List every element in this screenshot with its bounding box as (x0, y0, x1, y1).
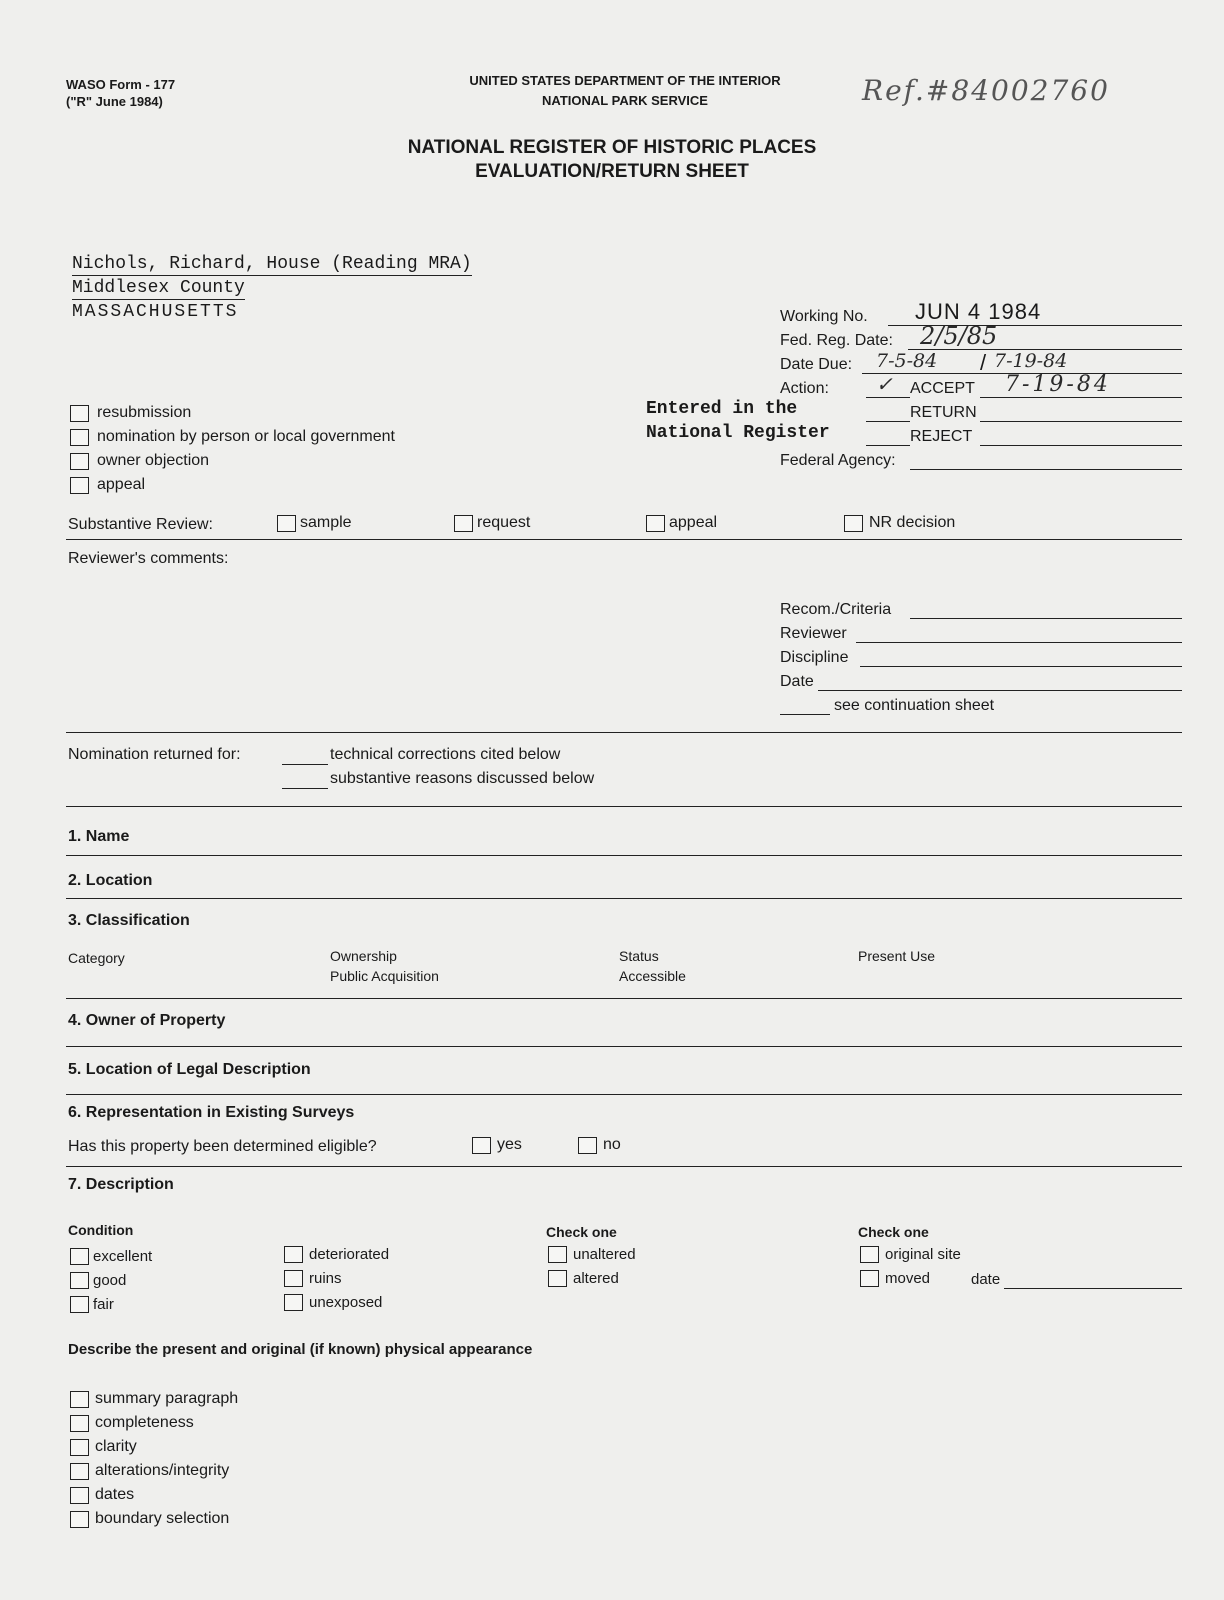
section-classification: 3. Classification (68, 912, 190, 929)
condition-good[interactable]: good (70, 1272, 126, 1289)
see-continuation-label: see continuation sheet (834, 697, 995, 714)
property-name: Nichols, Richard, House (Reading MRA) (72, 254, 472, 274)
checkbox[interactable] (472, 1137, 491, 1154)
review-sample[interactable]: sample (277, 514, 352, 532)
date-label: Date (780, 673, 814, 690)
fed-reg-date-value: 2/5/85 (920, 322, 998, 350)
checkbox[interactable] (284, 1246, 303, 1263)
eligible-yes[interactable]: yes (472, 1136, 522, 1154)
checkbox[interactable] (578, 1137, 597, 1154)
form-revision: ("R" June 1984) (66, 94, 163, 109)
checkbox[interactable] (70, 1248, 89, 1265)
service: NATIONAL PARK SERVICE (542, 93, 708, 108)
form-title-line1: NATIONAL REGISTER OF HISTORIC PLACES (407, 137, 817, 158)
checkbox[interactable] (70, 429, 89, 446)
reject-label: REJECT (910, 428, 973, 445)
substantive-review-label: Substantive Review: (68, 516, 213, 533)
check-moved[interactable]: moved (860, 1270, 930, 1287)
federal-agency-label: Federal Agency: (780, 452, 896, 469)
section-description: 7. Description (68, 1176, 174, 1193)
action-label: Action: (780, 380, 829, 397)
date-due-label: Date Due: (780, 356, 853, 373)
status-label: Status (619, 948, 659, 964)
reference-number: Ref.#84002760 (862, 74, 1110, 107)
checkbox[interactable] (548, 1246, 567, 1263)
check-original-site[interactable]: original site (860, 1246, 961, 1263)
describe-alterations-integrity[interactable]: alterations/integrity (70, 1462, 229, 1480)
checkbox[interactable] (70, 1511, 89, 1528)
substantive-reasons-label: substantive reasons discussed below (330, 770, 595, 787)
describe-appearance-label: Describe the present and original (if known) physical appearance (68, 1341, 533, 1358)
option-owner-objection[interactable]: owner objection (70, 452, 209, 470)
condition-label: Condition (68, 1222, 134, 1238)
reviewer-label: Reviewer (780, 625, 847, 642)
technical-corrections-label: technical corrections cited below (330, 746, 561, 763)
option-resubmission[interactable]: resubmission (70, 404, 191, 422)
fed-reg-date-label: Fed. Reg. Date: (780, 332, 893, 349)
checkbox[interactable] (277, 515, 296, 532)
check-one-label-1: Check one (546, 1224, 617, 1240)
working-no-label: Working No. (780, 308, 868, 325)
check-unaltered[interactable]: unaltered (548, 1246, 636, 1263)
option-appeal[interactable]: appeal (70, 476, 145, 494)
property-state: MASSACHUSETTS (72, 302, 239, 322)
public-acquisition-label: Public Acquisition (330, 968, 439, 984)
checkbox[interactable] (70, 1439, 89, 1456)
check-altered[interactable]: altered (548, 1270, 619, 1287)
present-use-label: Present Use (858, 948, 936, 964)
section-owner: 4. Owner of Property (68, 1012, 226, 1029)
checkbox[interactable] (70, 1296, 89, 1313)
eligibility-question: Has this property been determined eligible? (68, 1138, 377, 1155)
checkbox[interactable] (548, 1270, 567, 1287)
moved-date-label: date (971, 1271, 1001, 1288)
return-label: RETURN (910, 404, 977, 421)
check-one-label-2: Check one (858, 1224, 929, 1240)
form-title-line2: EVALUATION/RETURN SHEET (475, 161, 749, 182)
option-nomination-by-person[interactable]: nomination by person or local government (70, 428, 395, 446)
describe-clarity[interactable]: clarity (70, 1438, 137, 1456)
stamp-line-1: Entered in the (646, 399, 798, 419)
condition-excellent[interactable]: excellent (70, 1248, 152, 1265)
condition-fair[interactable]: fair (70, 1296, 114, 1313)
checkbox[interactable] (70, 1487, 89, 1504)
condition-ruins[interactable]: ruins (284, 1270, 342, 1287)
entered-stamp (646, 397, 830, 445)
recom-criteria-label: Recom./Criteria (780, 601, 892, 618)
checkbox[interactable] (70, 453, 89, 470)
accessible-label: Accessible (619, 968, 686, 984)
section-existing-surveys: 6. Representation in Existing Surveys (68, 1104, 355, 1121)
review-request[interactable]: request (454, 514, 530, 532)
checkbox[interactable] (70, 1272, 89, 1289)
checkbox[interactable] (70, 1391, 89, 1408)
checkbox[interactable] (70, 1415, 89, 1432)
checkbox[interactable] (454, 515, 473, 532)
working-no-value: JUN 4 1984 (915, 299, 1042, 324)
form-id: WASO Form - 177 (66, 77, 176, 92)
checkbox[interactable] (860, 1270, 879, 1287)
condition-unexposed[interactable]: unexposed (284, 1294, 382, 1311)
accept-check-mark: ✓ (876, 372, 893, 396)
describe-boundary-selection[interactable]: boundary selection (70, 1510, 229, 1528)
describe-dates[interactable]: dates (70, 1486, 134, 1504)
section-legal-description: 5. Location of Legal Description (68, 1061, 311, 1078)
checkbox[interactable] (70, 1463, 89, 1480)
checkbox[interactable] (70, 405, 89, 422)
checkbox[interactable] (646, 515, 665, 532)
checkbox[interactable] (844, 515, 863, 532)
review-appeal[interactable]: appeal (646, 514, 717, 532)
date-due-value-1: 7-5-84 (876, 350, 938, 372)
eligible-no[interactable]: no (578, 1136, 621, 1154)
accept-date: 7-19-84 (1005, 372, 1111, 397)
property-county: Middlesex County (72, 278, 245, 298)
category-label: Category (68, 950, 125, 966)
checkbox[interactable] (860, 1246, 879, 1263)
checkbox[interactable] (70, 477, 89, 494)
section-name: 1. Name (68, 828, 130, 845)
describe-summary-paragraph[interactable]: summary paragraph (70, 1390, 238, 1408)
condition-deteriorated[interactable]: deteriorated (284, 1246, 389, 1263)
review-nr-decision[interactable]: NR decision (844, 514, 955, 532)
stamp-line-2: National Register (646, 423, 830, 443)
nomination-returned-label: Nomination returned for: (68, 746, 241, 763)
ownership-label: Ownership (330, 948, 397, 964)
checkbox[interactable] (284, 1270, 303, 1287)
section-location: 2. Location (68, 872, 153, 889)
department: UNITED STATES DEPARTMENT OF THE INTERIOR (469, 73, 781, 88)
reviewer-comments-label: Reviewer's comments: (68, 550, 229, 567)
accept-label: ACCEPT (910, 380, 975, 397)
checkbox[interactable] (284, 1294, 303, 1311)
date-due-separator: / (980, 350, 987, 375)
date-due-value-2: 7-19-84 (994, 350, 1068, 372)
discipline-label: Discipline (780, 649, 849, 666)
describe-completeness[interactable]: completeness (70, 1414, 194, 1432)
